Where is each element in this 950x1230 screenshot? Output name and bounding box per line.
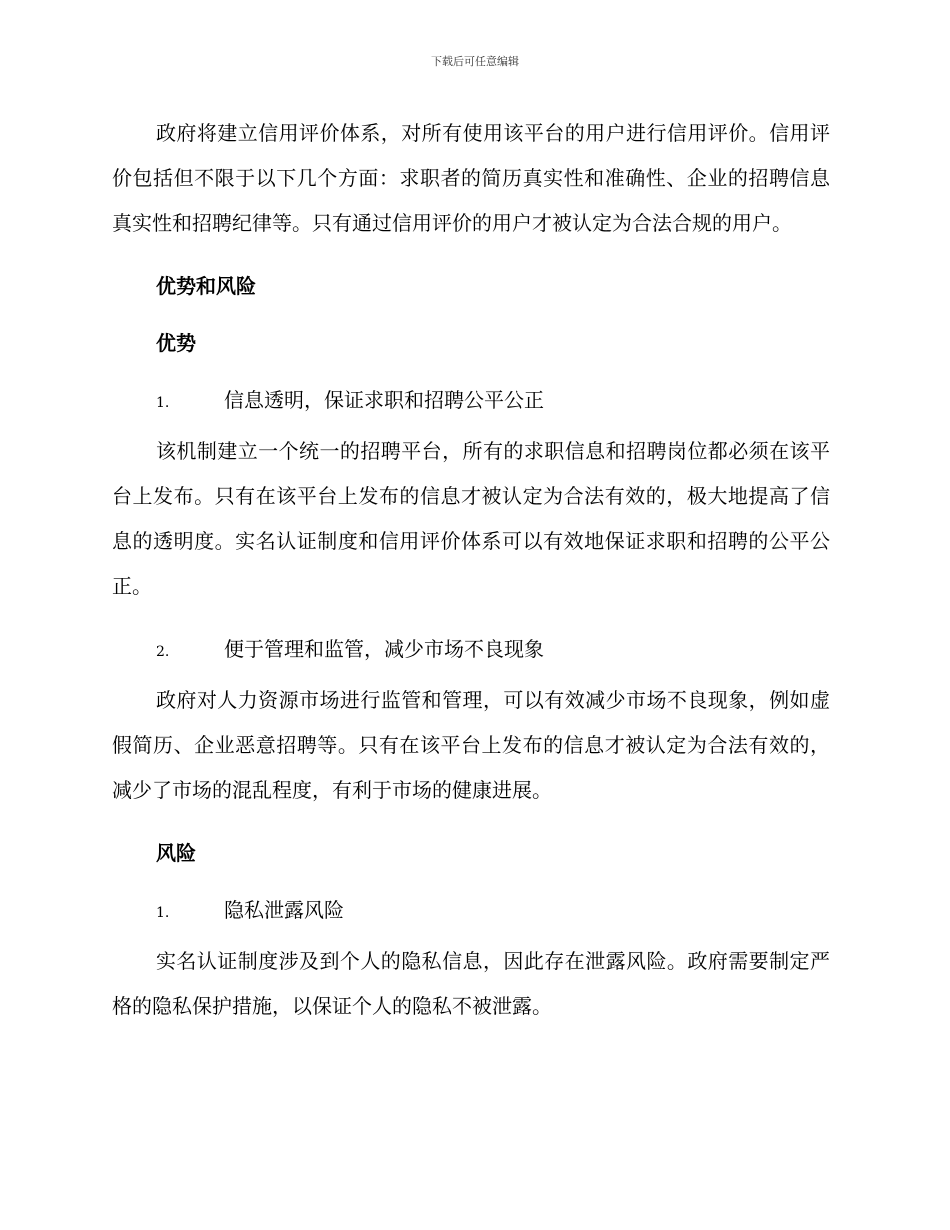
list-item-title: 信息透明，保证求职和招聘公平公正 <box>224 388 544 412</box>
list-number: 1. <box>156 905 170 921</box>
list-item-advantage-1 <box>112 372 830 429</box>
list-item-title: 便于管理和监管，减少市场不良现象 <box>224 637 544 661</box>
paragraph-risk-1: 实名认证制度涉及到个人的隐私信息，因此存在泄露风险。政府需要制定严格的隐私保护措施，以保证个人的隐私不被泄露。 <box>112 949 830 1018</box>
heading-advantages-and-risks: 优势和风险 <box>156 274 256 298</box>
list-item-advantage-2 <box>112 621 830 678</box>
list-number: 2. <box>156 644 170 660</box>
list-number: 1. <box>156 395 170 411</box>
paragraph-credit-evaluation: 政府将建立信用评价体系，对所有使用该平台的用户进行信用评价。信用评价包括但不限于以下几个方面：求职者的简历真实性和准确性、企业的招聘信息真实性和招聘纪律等。只有通过信用评价的用户才被认定为合法合规的用户。 <box>112 121 830 235</box>
heading-risks: 风险 <box>156 841 196 865</box>
paragraph-advantage-1: 该机制建立一个统一的招聘平台，所有的求职信息和招聘岗位都必须在该平台上发布。只有在该平台上发布的信息才被认定为合法有效的，极大地提高了信息的透明度。实名认证制度和信用评价体系可以有效地保证求职和招聘的公平公正。 <box>112 439 830 598</box>
list-item-title: 隐私泄露风险 <box>224 898 344 922</box>
document-body <box>112 111 830 1029</box>
paragraph-advantage-2: 政府对人力资源市场进行监管和管理，可以有效减少市场不良现象，例如虚假简历、企业恶意招聘等。只有在该平台上发布的信息才被认定为合法有效的，减少了市场的混乱程度，有利于市场的健康进展。 <box>112 688 830 802</box>
list-item-risk-1 <box>112 882 830 939</box>
page-header-note: 下载后可任意编辑 <box>431 55 519 68</box>
heading-advantages: 优势 <box>156 331 196 355</box>
